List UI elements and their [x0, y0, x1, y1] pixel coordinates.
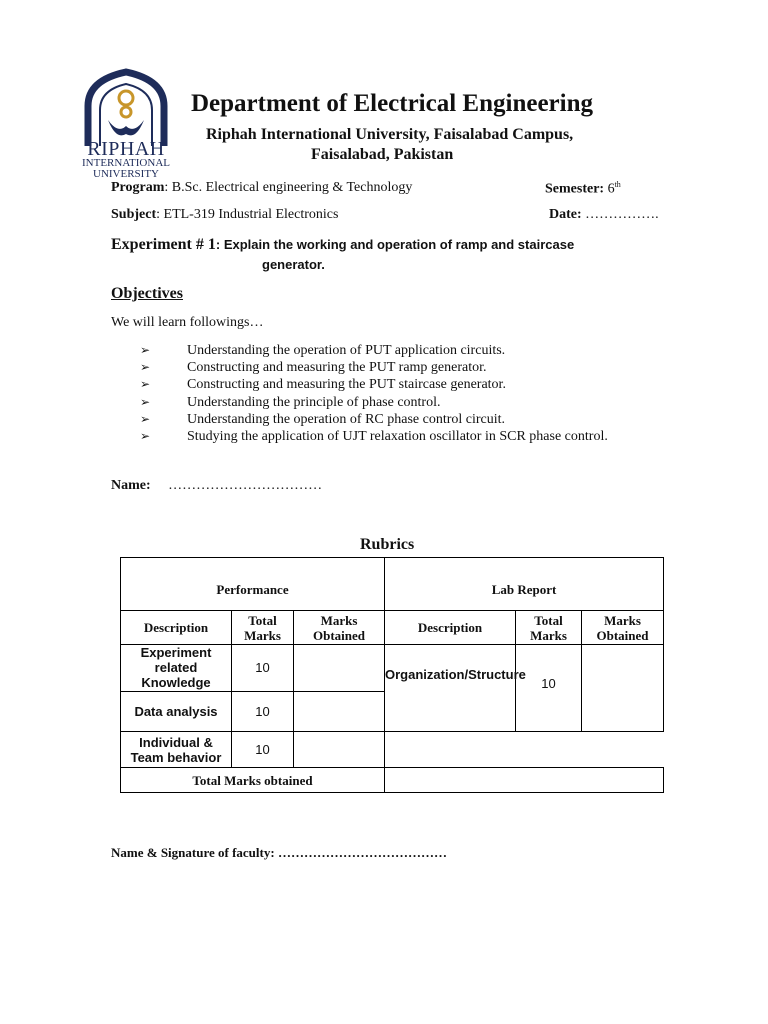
col-total-marks: Total Marks	[232, 611, 294, 645]
program-label: Program	[111, 180, 165, 195]
lab-obtained-cell[interactable]	[582, 645, 664, 732]
perf-description: Individual & Team behavior	[121, 732, 232, 768]
list-item	[140, 359, 640, 376]
date-line	[549, 207, 659, 223]
perf-description: Experiment related Knowledge	[121, 645, 232, 692]
perf-total: 10	[232, 732, 294, 768]
name-field[interactable]: ……………………………	[168, 478, 323, 493]
lab-total: 10	[516, 645, 582, 732]
objective-text: Understanding the principle of phase control.	[187, 394, 441, 410]
list-item	[140, 394, 640, 411]
date-label: Date:	[549, 207, 582, 222]
signature-label: Name & Signature of faculty:	[111, 845, 275, 860]
program-value: : B.Sc. Electrical engineering & Technology	[164, 180, 413, 195]
experiment-label: Experiment # 1	[111, 236, 216, 253]
objectives-intro: We will learn followings…	[111, 315, 264, 330]
subject-line	[111, 207, 338, 223]
objectives-list	[140, 342, 640, 445]
university-logo-text	[78, 140, 174, 180]
col-description: Description	[121, 611, 232, 645]
university-location: Faisalabad, Pakistan	[311, 146, 454, 163]
experiment-line	[111, 236, 574, 254]
arrow-bullet-icon: ➢	[140, 429, 151, 444]
table-row	[121, 645, 664, 692]
objective-text: Understanding the operation of PUT application circuits.	[187, 343, 506, 358]
perf-description: Data analysis	[121, 691, 232, 731]
name-label: Name:	[111, 478, 151, 493]
objective-text: Constructing and measuring the PUT staircase generator.	[187, 377, 506, 393]
program-line	[111, 180, 412, 196]
arrow-bullet-icon: ➢	[140, 360, 151, 375]
col-marks-obtained: Marks Obtained	[294, 611, 385, 645]
logo-line2: INTERNATIONAL	[82, 157, 170, 169]
total-marks-label: Total Marks obtained	[121, 768, 385, 793]
rubrics-title: Rubrics	[360, 536, 415, 553]
semester-label: Semester:	[545, 181, 605, 197]
subject-value: : ETL-319 Industrial Electronics	[156, 207, 339, 222]
objective-text: Understanding the operation of RC phase control circuit.	[187, 411, 506, 427]
perf-total: 10	[232, 691, 294, 731]
perf-obtained-cell[interactable]	[294, 732, 385, 768]
list-item	[140, 428, 640, 445]
subject-label: Subject	[111, 207, 157, 222]
total-marks-cell[interactable]	[385, 768, 664, 793]
experiment-text-cont: generator.	[262, 257, 325, 272]
date-value: …………….	[581, 207, 659, 222]
semester-line	[545, 180, 621, 198]
objectives-heading: Objectives	[111, 285, 183, 302]
faculty-signature-line	[111, 845, 447, 861]
list-item	[140, 411, 640, 428]
col-marks-obtained: Marks Obtained	[582, 611, 664, 645]
rubrics-table	[120, 557, 664, 793]
perf-obtained-cell[interactable]	[294, 645, 385, 692]
semester-suffix: th	[614, 180, 621, 189]
arrow-bullet-icon: ➢	[140, 394, 151, 409]
perf-obtained-cell[interactable]	[294, 691, 385, 731]
lab-description: Organization/Structure	[385, 645, 516, 732]
logo-name: RIPHAH	[87, 138, 165, 160]
student-name-line	[111, 478, 322, 494]
arrow-bullet-icon: ➢	[140, 343, 151, 357]
objective-text: Constructing and measuring the PUT ramp generator.	[187, 360, 487, 376]
performance-header: Performance	[121, 558, 385, 611]
arrow-bullet-icon: ➢	[140, 411, 151, 426]
col-total-marks: Total Marks	[516, 611, 582, 645]
objective-text: Studying the application of UJT relaxation oscillator in SCR phase control.	[187, 429, 608, 445]
list-item	[140, 342, 640, 359]
perf-total: 10	[232, 645, 294, 692]
logo-line3: UNIVERSITY	[93, 168, 159, 180]
table-row	[121, 732, 664, 768]
university-name: Riphah International University, Faisalabad Campus,	[206, 126, 574, 143]
semester-value: 6	[607, 181, 615, 197]
list-item	[140, 376, 640, 393]
arrow-bullet-icon: ➢	[140, 377, 151, 392]
col-description: Description	[385, 611, 516, 645]
experiment-text: : Explain the working and operation of ramp and staircase	[215, 237, 575, 252]
lab-report-header: Lab Report	[385, 558, 664, 611]
signature-field[interactable]: …………………………………	[274, 845, 447, 860]
department-title: Department of Electrical Engineering	[191, 90, 593, 117]
